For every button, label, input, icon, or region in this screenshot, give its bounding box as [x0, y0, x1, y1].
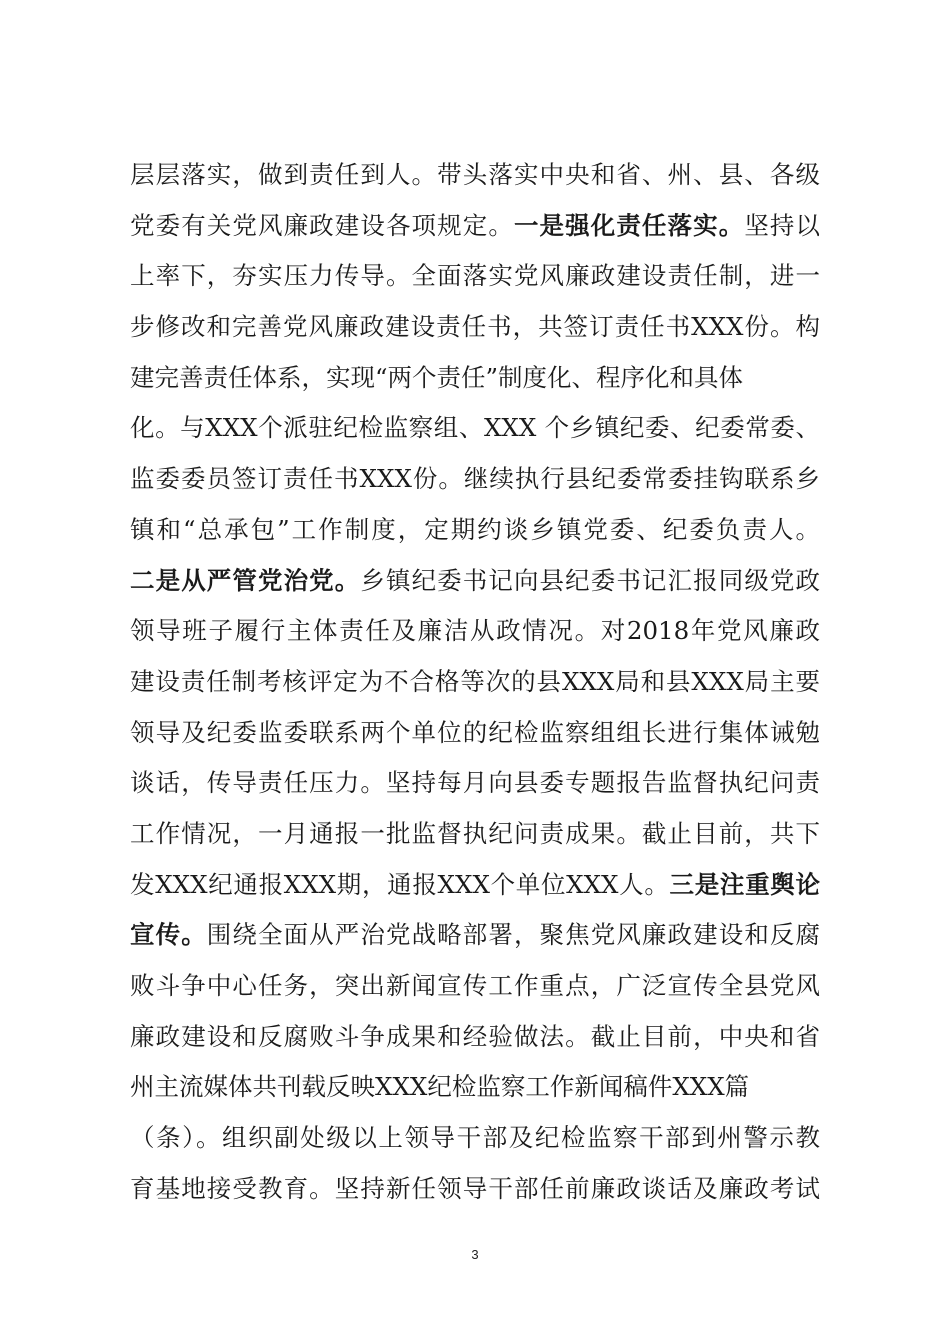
text-line [130, 1012, 820, 1063]
text-line [130, 454, 820, 505]
text-line [130, 556, 820, 607]
text-segment: 建设责任制考核评定为不合格等次的县XXX局和县XXX局主要 [130, 666, 820, 696]
text-line [130, 302, 820, 353]
text-line [130, 758, 820, 809]
text-line [130, 657, 820, 708]
body-paragraph [130, 150, 820, 1214]
text-segment: 乡镇纪委书记向县纪委书记汇报同级党政 [360, 565, 820, 595]
text-line [130, 251, 820, 302]
text-segment: 建完善责任体系，实现“两个责任”制度化、程序化和具体 [130, 362, 744, 392]
text-line [130, 910, 820, 961]
text-line [130, 353, 820, 404]
text-line [130, 961, 820, 1012]
text-segment: （条）。组织副处级以上领导干部及纪检监察干部到州警示教 [130, 1123, 820, 1153]
text-line [130, 708, 820, 759]
bold-heading-segment: 三是注重舆论 [669, 869, 820, 899]
text-line [130, 403, 820, 454]
text-line [130, 606, 820, 657]
text-line [130, 1062, 820, 1113]
text-line [130, 201, 820, 252]
text-segment: 党委有关党风廉政建设各项规定。 [130, 210, 514, 240]
text-segment: 育基地接受教育。坚持新任领导干部任前廉政谈话及廉政考试 [130, 1173, 820, 1203]
text-segment: 围绕全面从严治党战略部署，聚焦党风廉政建设和反腐 [206, 920, 820, 950]
text-line [130, 809, 820, 860]
text-segment: 领导班子履行主体责任及廉洁从政情况。对2018年党风廉政 [130, 616, 820, 646]
text-line [130, 505, 820, 556]
text-segment: 领导及纪委监委联系两个单位的纪检监察组组长进行集体诫勉 [130, 717, 820, 747]
bold-heading-segment: 一是强化责任落实。 [513, 210, 745, 240]
text-segment: 廉政建设和反腐败斗争成果和经验做法。截止目前，中央和省 [130, 1021, 820, 1051]
text-segment: 坚持以 [744, 210, 820, 240]
text-line [130, 1113, 820, 1164]
text-segment: 步修改和完善党风廉政建设责任书，共签订责任书XXX份。构 [130, 312, 820, 342]
text-segment: 化。与XXX个派驻纪检监察组、XXX 个乡镇纪委、纪委常委、 [130, 413, 820, 443]
page-number: 3 [471, 1247, 479, 1262]
bold-heading-segment: 二是从严管党治党。 [130, 565, 361, 595]
text-segment: 败斗争中心任务，突出新闻宣传工作重点，广泛宣传全县党风 [130, 971, 820, 1000]
bold-heading-segment: 宣传。 [130, 920, 207, 950]
text-segment: 州主流媒体共刊载反映XXX纪检监察工作新闻稿件XXX篇 [130, 1072, 750, 1102]
text-line [130, 150, 820, 201]
text-segment: 上率下，夯实压力传导。全面落实党风廉政建设责任制，进一 [130, 261, 820, 291]
text-segment: 镇和“总承包”工作制度，定期约谈乡镇党委、纪委负责人。 [130, 514, 820, 544]
text-segment: 谈话，传导责任压力。坚持每月向县委专题报告监督执纪问责 [130, 768, 820, 798]
text-segment: 工作情况，一月通报一批监督执纪问责成果。截止目前，共下 [130, 818, 820, 848]
text-line [130, 860, 820, 911]
text-segment: 发XXX纪通报XXX期，通报XXX个单位XXX人。 [130, 869, 670, 899]
text-segment: 监委委员签订责任书XXX份。继续执行县纪委常委挂钩联系乡 [130, 464, 820, 494]
text-segment: 层层落实，做到责任到人。带头落实中央和省、州、县、各级 [130, 160, 820, 189]
text-line [130, 1164, 820, 1215]
